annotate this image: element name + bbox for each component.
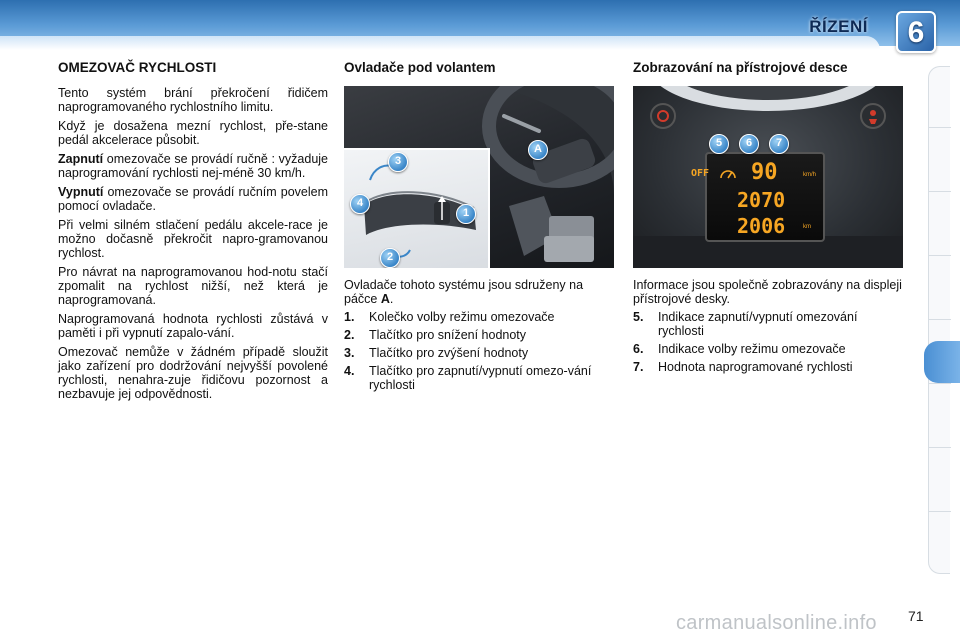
list-item [633, 342, 905, 356]
chapter-title: ŘÍZENÍ [809, 17, 868, 36]
paragraph: Když je dosažena mezní rychlost, pře-stane pedál akcelerace působit. [58, 119, 328, 147]
speed-limiter-column [58, 60, 328, 406]
steering-controls-heading: Ovladače pod volantem [344, 60, 496, 75]
callout-5: 5 [709, 134, 729, 154]
item-number: 2. [344, 328, 355, 342]
controls-list [344, 310, 616, 392]
intro-end: . [389, 292, 394, 306]
item-number: 6. [633, 342, 644, 356]
page-number: 71 [908, 608, 924, 624]
item-number: 4. [344, 364, 355, 378]
bold-term: Zapnutí [58, 152, 104, 166]
tab-divider [929, 383, 951, 384]
display-list [633, 310, 905, 374]
dashboard-display-column [633, 60, 905, 378]
paragraph [58, 152, 328, 180]
chapter-tab-strip [928, 66, 950, 574]
paragraph: Pro návrat na naprogramovanou hod-notu stačí zpomalit na rychlost nižší, než která je naprogramovaná. [58, 265, 328, 307]
item-text: Tlačítko pro zvýšení hodnoty [369, 346, 529, 360]
chapter-number-badge [896, 11, 936, 53]
paragraph: Při velmi silném stlačení pedálu akcele-race je možno dočasně překročit napro-gramovanou rychlost. [58, 218, 328, 260]
stalk-label: A [380, 292, 390, 306]
dashboard-display-heading: Zobrazování na přístrojové desce [633, 60, 848, 75]
instrument-panel-photo [633, 86, 903, 268]
speed-unit: km/h [803, 172, 817, 178]
paragraph-text: omezovače se provádí ručně : vyžaduje naprogramování rychlosti nej-méně 30 km/h. [58, 152, 328, 180]
header-highlight [0, 36, 880, 50]
list-item [344, 364, 616, 392]
chapter-number: 6 [907, 16, 925, 49]
paragraph: Naprogramovaná hodnota rychlosti zůstává v paměti i při vypnutí zapalo-vání. [58, 312, 328, 340]
paragraph [58, 185, 328, 213]
list-item [633, 310, 905, 338]
speed-limiter-heading: OMEZOVAČ RYCHLOSTI [58, 60, 217, 75]
tab-divider [929, 127, 951, 128]
item-text: Tlačítko pro snížení hodnoty [369, 328, 527, 342]
odometer-value: 2070 [737, 188, 786, 212]
item-number: 1. [344, 310, 355, 324]
callout-a: A [528, 140, 548, 160]
tab-divider [929, 511, 951, 512]
tab-divider [929, 447, 951, 448]
item-text: Indikace zapnutí/vypnutí omezování rychlosti [658, 310, 858, 338]
item-number: 7. [633, 360, 644, 374]
item-text: Hodnota naprogramované rychlosti [658, 360, 853, 374]
tab-divider [929, 191, 951, 192]
watermark: carmanualsonline.info [676, 612, 877, 634]
programmed-speed-value: 90 [751, 160, 778, 185]
callout-3: 3 [388, 152, 408, 172]
trip-unit: km [803, 224, 811, 230]
callout-6: 6 [739, 134, 759, 154]
list-item [344, 328, 616, 342]
trip-value: 2006 [737, 214, 786, 238]
paragraph-text: omezovače se provádí ručním povelem pomocí ovladače. [58, 185, 328, 213]
paragraph: Tento systém brání překročení řidičem naprogramovaného rychlostního limitu. [58, 86, 328, 114]
tab-divider [929, 255, 951, 256]
list-item [633, 360, 905, 374]
list-item [344, 310, 616, 324]
tab-divider [929, 319, 951, 320]
item-text: Kolečko volby režimu omezovače [369, 310, 555, 324]
callout-7: 7 [769, 134, 789, 154]
item-number: 3. [344, 346, 355, 360]
speedometer-icon [719, 166, 737, 180]
paragraph: Omezovač nemůže v žádném případě sloužit jako zařízení pro dodržování nejvyšší povolené rychlosti, nenahra-zuje řidičovu pozornost a nezbavuje jej odpovědnosti. [58, 345, 328, 401]
limiter-off-indicator: OFF [691, 168, 710, 179]
callout-2: 2 [380, 248, 400, 268]
callout-4: 4 [350, 194, 370, 214]
controls-intro [344, 278, 616, 306]
steering-controls-column [344, 60, 616, 396]
list-item [344, 346, 616, 360]
item-number: 5. [633, 310, 644, 324]
callout-1: 1 [456, 204, 476, 224]
intro-text: Ovladače tohoto systému jsou sdruženy na páčce [344, 278, 584, 306]
bold-term: Vypnutí [58, 185, 104, 199]
steering-stalk-photo [344, 86, 614, 268]
item-text: Tlačítko pro zapnutí/vypnutí omezo-vání rychlosti [369, 364, 592, 392]
lcd-display [691, 152, 825, 242]
display-intro: Informace jsou společně zobrazovány na displeji přístrojové desky. [633, 278, 902, 306]
active-chapter-tab [924, 341, 960, 383]
item-text: Indikace volby režimu omezovače [658, 342, 846, 356]
